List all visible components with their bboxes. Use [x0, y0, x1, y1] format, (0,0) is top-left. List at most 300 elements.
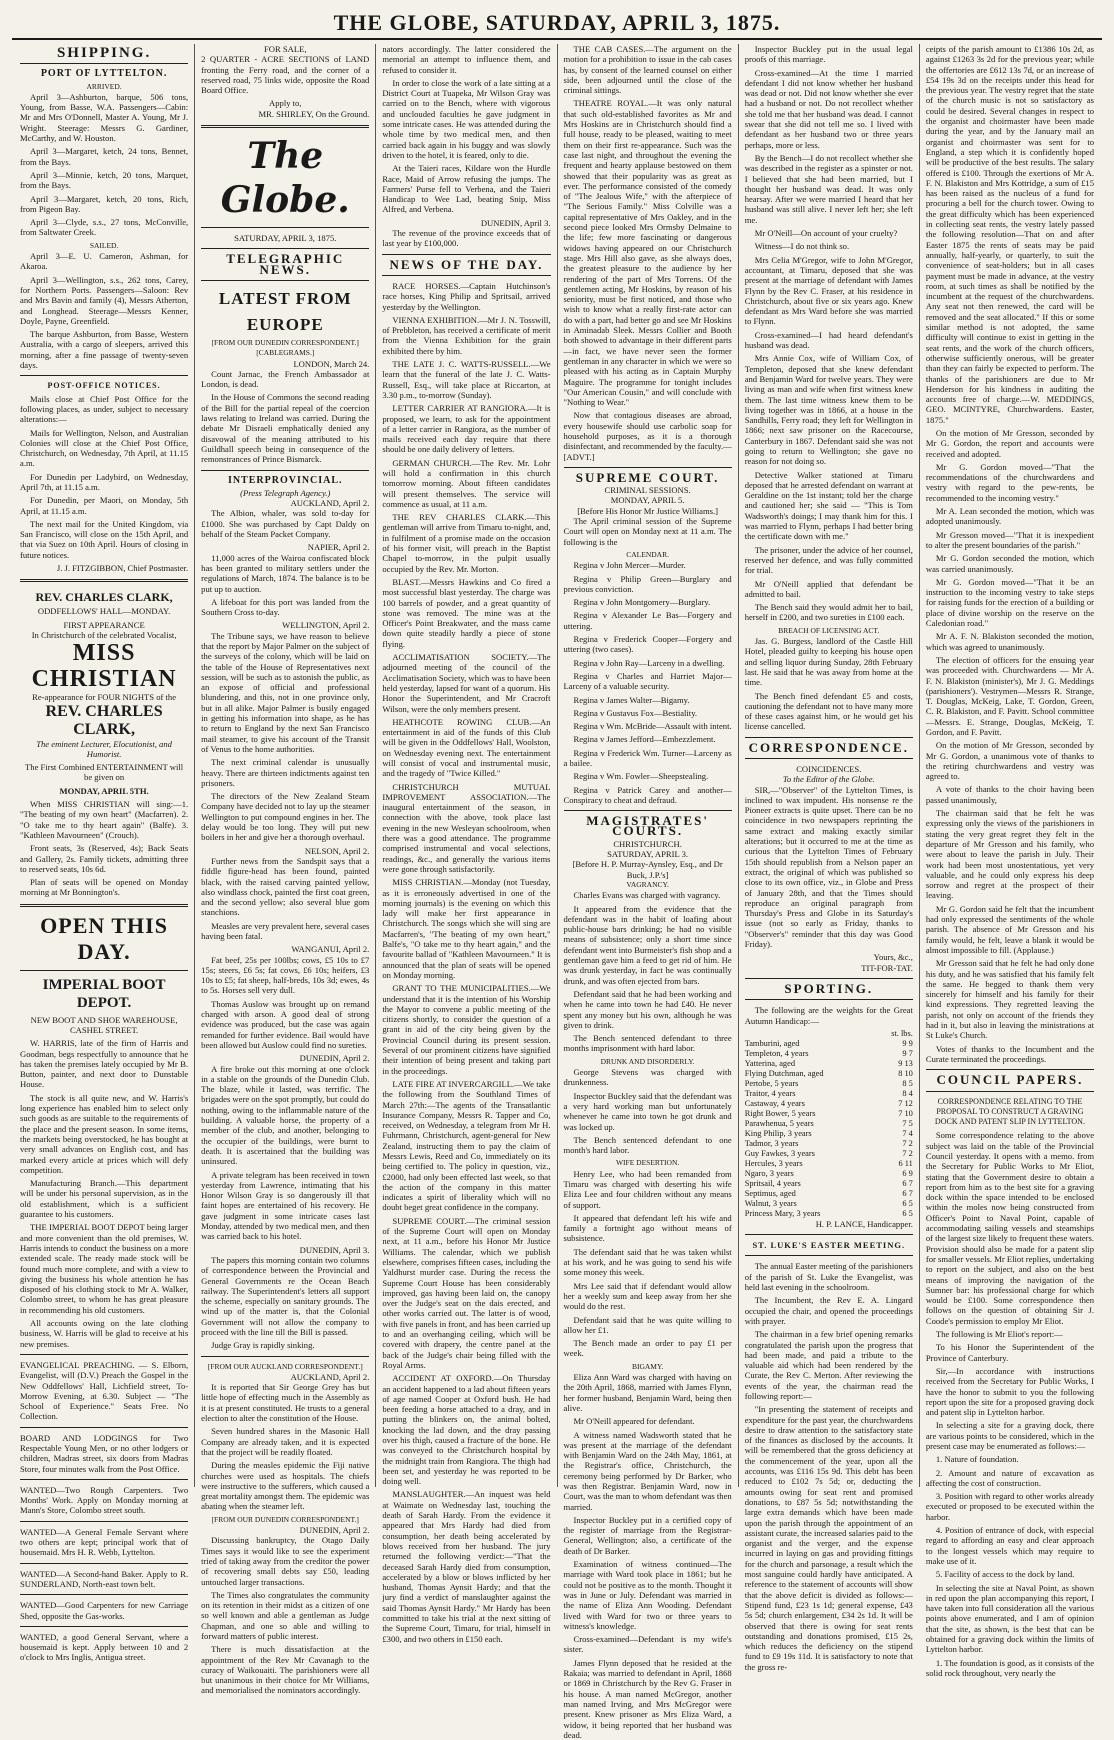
news-item: THE CAB CASES.—The argument on the motion for a prohibition to issue in the cab cases has, by consent of the learned counsel on either side, been adjourned until the close of the criminal sittings. — [563, 44, 732, 96]
column-header: st. lbs. — [891, 1028, 913, 1038]
news-paragraph: Discussing bankruptcy, the Otago Daily Times says it would like to see the experiment tried of taking away from the creditor the power of recovering small debts say £50, leading untouched larger transactions. — [201, 1535, 370, 1587]
news-paragraph: The papers this morning contain two columns of correspondence between the Provincial and General Governments re the Ocean Beach railway. The Superintendent's letters all support the scheme, especially on sanitary grounds. The wind up of the matter is, that the Colonial Government will not allow the company to proceed with the line till the Bill is passed. — [201, 1254, 370, 1337]
horse-name: Hercules, 3 years — [744, 1158, 803, 1168]
court-paragraph: It appeared from the evidence that the defendant was in the habit of loafing about public-house bars drinking; he had no visible means of subsistence; only a short time since defendant went into Burmeister's fish shop and a gentleman gave him a feed to get rid of him. He was drunk yesterday, in fact he was continually drunk, and was often ejected from bars. — [563, 903, 732, 986]
news-paragraph: The revenue of the province exceeds that of last year by £100,000. — [382, 228, 551, 249]
arrival-item: April 3—Ashburton, barque, 506 tons, Young, from Basse, W.A. Passengers—Cabin: Mr and Mrs O'Donnell, Master A. Young, Mr J. Wright. Steerage: Messrs G. Gardiner, McCarthy, and W. Houston. — [20, 91, 189, 144]
horse-weight: 8 10 — [898, 1068, 913, 1078]
table-row — [745, 1119, 913, 1129]
for-sale-label: FOR SALE, — [264, 44, 307, 54]
horse-weight: 6 7 — [902, 1188, 913, 1198]
news-paragraph: A private telegram has been received in town yesterday from Lawrence, intimating that his Honor Wilson Gray is so dangerously ill that faint hopes are entertained of his recovery. He gave judgment in some intricate cases last Monday, attended by two medical men, and then was carried back to his hotel. — [201, 1169, 370, 1242]
dateline: DUNEDIN, April 3. — [299, 1244, 370, 1255]
meeting-paragraph: On the motion of Mr Gresson, seconded by Mr G. Gordon, the report and accounts were received and adopted. — [925, 427, 1095, 459]
case-heading: DRUNK AND DISORDERLY. — [600, 1056, 695, 1066]
news-paragraph: Further news from the Sandspit says that a fiddle figure-head has been found, painted black, with the raised carving painted yellow, also windlass chock, painted the first coat green, and the second yellow; also several blue gom stanchions. — [201, 855, 370, 918]
divider — [20, 904, 188, 907]
arrival-item: April 3—Clyde, s.s., 27 tons, McConville, from Saltwater Creek. — [20, 217, 189, 238]
news-item: ACCIDENT AT OXFORD.—On Thursday an accident happened to a lad about fifteen years of age named Cooper at Oxford bush. He had been feeding a horse attached to a dray, and in putting the blinkers on, the animal bolted, knocking the lad down, and the dray passing over his thigh, caused a fracture of the bone. He was conveyed to the Christchurch hospital by the midnight train from Rangiora. The thigh had been set, and yesterday he was reported to be doing well. — [382, 1373, 551, 1487]
court-paragraph: George Stevens was charged with drunkenness. — [563, 1067, 732, 1088]
horse-weight: 7 5 — [902, 1118, 913, 1128]
meeting-paragraph: The Incumbent, the Rev E. A. Lingard occupied the chair, and opened the proceedings with prayer. — [744, 1295, 913, 1326]
calendar-label: CALENDAR. — [626, 549, 669, 559]
council-subheading: CORRESPONDENCE RELATING TO THE PROPOSAL TO CONSTRUCT A GRAVING DOCK AND PATENT SLIP IN LYTTELTON. — [934, 1096, 1085, 1127]
wanted-ad: WANTED—Good Carpenters for new Carriage Shed, opposite the Gas-works. — [20, 1600, 189, 1621]
postmaster-signature: J. J. FITZGIBBON, Chief Postmaster. — [56, 563, 189, 574]
news-paragraph: In order to close the work of a late sitting at a District Court at Tuapeka, Mr Wilson Gray was carried on to the Bench, where with vigorous and unclouded faculties he gave judgment in some intricate cases. He was attended during the whole time by two medical men, and then carried back again in his buggy and was slowly driven to the hotel, it is feared, only to die. — [382, 77, 551, 160]
column-4 — [557, 44, 738, 1740]
in-christchurch: In Christchurch of the celebrated Vocalist, — [31, 629, 177, 640]
court-before: [Before H. P. Murray-Aynsley, Esq., and Dr Buck, J.P.'s] — [572, 859, 723, 880]
table-row — [745, 1199, 913, 1209]
meeting-paragraph: The annual Easter meeting of the parishioners of the parish of St. Luke the Evangelist, was held last evening in the schoolroom. — [744, 1261, 913, 1293]
court-paragraph: Mrs Celia M'Gregor, wife to John M'Gregor, accountant, at Timaru, deposed that she was present at the marriage of defendant with James Flynn by the Rev C. Fraser, at his residence in Christchurch, about five or six years ago. Knew defendant as Mrs Ward before she was married to Flynn. — [744, 254, 913, 327]
meeting-paragraph: A vote of thanks to the choir having been passed unanimously, — [925, 784, 1095, 805]
wanted-ad: WANTED—A Second-hand Baker. Apply to R. SUNDERLAND, North-east town belt. — [20, 1568, 189, 1589]
council-paragraph: In selecting the site at Naval Point, as shown in red upon the plan accompanying this report, I have taken into full consideration all the various points above enumerated, and I am of opinion that the site, as shown, is the best that can be obtained for a graving dock within the limits of Lyttelton harbor. — [925, 1582, 1095, 1655]
to-editor: To the Editor of the Globe. — [782, 774, 875, 785]
rev-clark-title: REV. CHARLES CLARK, — [45, 702, 163, 738]
table-row — [745, 1109, 913, 1119]
court-paragraph: Cross-examined—Defendant is my wife's sister. — [563, 1634, 732, 1655]
dateline: NELSON, April 2. — [304, 845, 370, 856]
correspondent-line: [FROM OUR DUNEDIN CORRESPONDENT.] — [211, 337, 359, 347]
dateline: WANGANUI, April 2. — [291, 944, 370, 955]
case-item: Regina v John Mercer—Murder. — [573, 560, 686, 571]
boot-paragraph: The stock is all quite new, and W. Harris's long experience has enabled him to select only such goods as are suitable to the requirements of the place and the present season. In some items, the markets being overstocked, he has bought at very small advances on English cost, and has marked every article at prices which will defy competition. — [20, 1092, 189, 1175]
rev-clark-line: REV. CHARLES CLARK, — [35, 590, 173, 605]
meeting-paragraph: Mr G. Gordon moved—"That the recommendations of the churchwardens and vestry with regard to the pew-rents, be recommended to the incoming vestry." — [925, 461, 1095, 503]
news-paragraph: The Albion, whaler, was sold to-day for £1000. She was purchased by Capt Daldy on behalf of the Steam Packet Company. — [201, 508, 370, 540]
news-paragraph: Judge Gray is rapidly sinking. — [211, 1340, 315, 1351]
masthead — [12, 8, 1102, 40]
divider — [745, 1255, 913, 1256]
open-this-day: OPEN THIS DAY. — [40, 912, 168, 964]
table-row — [745, 1139, 913, 1149]
court-paragraph: The prisoner, under the advice of her counsel, reserved her defence, and was fully committed for trial. — [744, 544, 913, 576]
wanted-ad: WANTED—A General Female Servant where two others are kept; principal work that of housemaid. Mrs H. R. Webb, Lyttelton. — [20, 1526, 189, 1558]
first-combined: The First Combined ENTERTAINMENT will be given on — [25, 762, 184, 783]
news-item: BLAST.—Messrs Hawkins and Co fired a most successful blast yesterday. The charge was 100 barrels of powder, and a great quantity of stone was removed. The mine was at the Officer's Point Breakwater, and the mass came down quite steadily hardly a piece of stone flying. — [382, 576, 551, 649]
news-paragraph: The next criminal calendar is unusually heavy. There are thirteen indictments against ten prisoners. — [201, 757, 370, 788]
table-row — [745, 1089, 913, 1099]
court-paragraph: The Bench sentenced defendant to one month's hard labor. — [563, 1134, 732, 1156]
news-item: RACE HORSES.—Captain Hutchinson's race horses, King Philip and Spritsail, arrived yesterday by the Wellington. — [382, 280, 551, 312]
council-paragraph: Sir,—In accordance with instructions received from the Secretary for Public Works, I have the honor to submit to you the following report upon the site for a proposed graving dock and patent slip in Lyttelton harbor. — [925, 1365, 1095, 1418]
court-paragraph: Inspector Buckley put in the usual legal proofs of this marriage. — [744, 44, 913, 65]
divider — [20, 1354, 188, 1355]
location-label: CHRISTCHURCH. — [613, 838, 682, 849]
table-row — [745, 1039, 913, 1049]
prices: Front seats, 3s (Reserved, 4s); Back Seats and Gallery, 2s. Family tickets, admitting three to reserved seats, 10s 6d. — [20, 843, 189, 874]
case-item: Regina v James Jefford—Embezzlement. — [573, 734, 716, 745]
court-paragraph: Cross-examined—At the time I married defendant I did not know whether her husband was dead or not. Did not know whether she ever had a husband or not. Do not recollect whether she told me that her husband was dead. I cannot swear that she did not tell me so. I lived with defendant as her husband two or three years perhaps, more or less. — [744, 67, 913, 150]
court-paragraph: Detective Walker stationed at Timaru deposed that he arrested defendant on warrant at Geraldine on the 1st instant; told her the charge and cautioned her; she said — "This is Tom Wadsworth's doings; I may thank him for this. I was married to Flynn, perhaps I had better bring the certificate down with me." — [744, 469, 913, 542]
table-row — [745, 1209, 913, 1219]
divider — [745, 737, 913, 738]
arrival-item: April 3—Minnie, ketch, 20 tons, Marquet, from the Bays. — [20, 169, 189, 191]
divider — [20, 1594, 188, 1595]
correspondent-line: [FROM OUR AUCKLAND CORRESPONDENT.] — [207, 1361, 363, 1371]
monday-date: MONDAY, APRIL 5TH. — [59, 785, 149, 796]
news-paragraph: 11,000 acres of the Wairoa confiscated block has been granted to military settlers under the regulations of March, 1874. The balance is to be put up to auction. — [201, 552, 370, 594]
boot-paragraph: W. HARRIS, late of the firm of Harris and Goodman, begs respectfully to announce that he has taken the premises lately occupied by Mr B. Button, painter, and next door to Dunstable House. — [20, 1038, 189, 1090]
court-date: MONDAY, APRIL 5. — [610, 495, 685, 506]
horse-name: Spritsail, 4 years — [744, 1178, 801, 1188]
news-item: THEATRE ROYAL.—It was only natural that such old-established favorites as Mr and Mrs Hoskins are in Christchurch should find a full house, ready to be pleased, waiting to meet them on their first re-appearance. Such was the case last night, and throughout the evening the frequent and hearty applause bestowed on them showed that their popularity was as great as ever. The performance consisted of the comedy of "The Jealous Wife," with the afterpiece of "The Serious Family." Miss Colville was a capital representative of Mrs Oakley, and in the second piece looked Mrs Ormsby Delmaine to the life; few more fascinating or dangerous widows having appeared on our Christchurch stage. Mrs Hill also gave, as she always does, the greatest pleasure to the audience by her rendering of the part of Mrs Torrens. Of the gentlemen acting, Mr Hoskins, by reason of his seniority, must be first noticed, and those who wish to know what a really first-rate actor can do with a part, had better go and see Mr Hoskins in Aminadab Sleek. Messrs Collier and Booth both showed to advantage in their different parts—in fact, we have never seen the former gentleman in any character in which we were so pleased with his acting as in Captain Murphy Maguire. The programme for tonight includes "Our American Cousin," and will conclude with "Nothing to Wear." — [563, 98, 732, 408]
case-heading: WIFE DESERTION. — [615, 1158, 680, 1168]
news-item: MISS CHRISTIAN.—Monday (not Tuesday, as it is erroneously advertised in one of the morning journals) is the evening on which this lady will make her first appearance in Christchurch. The songs which she will sing are Macfarren's, "The beating of my own heart," Balfe's, "O take me to thy heart again," and the favourite ballad of "Kathleen Mavourneen." It is announced that the plan of seats will be opened on Monday morning. — [382, 877, 551, 980]
evangelical-ad: EVANGELICAL PREACHING. — S. Elborn, Evangelist, will (D.V.) Preach the Gospel in the New Oddfellows' Hall, Lichfield street, To-Morrow Evening, at 6.30. Subject — "The School of Experience." Seats Free. No Collection. — [20, 1359, 189, 1422]
divider — [564, 467, 732, 468]
court-paragraph: James Flynn deposed that he resided at the Rakaia; was married to defendant in April, 1868 or 1869 in Christchurch by the Rev G. Fraser in his house. A man named McGregor, another man named Irving, and Mrs McGregor were present. Knew prisoner as Mrs Eliza Ward, a widow, it being reported that her husband was dead. — [563, 1657, 732, 1740]
for-sale-text: 2 QUARTER - ACRE SECTIONS of LAND fronting the Ferry road, and the corner of a reserved road, 75 links wide, opposite the Road Board Office. — [201, 54, 370, 96]
arrival-item: April 3—Margaret, ketch, 20 tons, Rich, from Pigeon Bay. — [20, 193, 189, 214]
meeting-paragraph: Mr A. Lean seconded the motion, which was adopted unanimously. — [925, 506, 1095, 527]
eminent-line: The eminent Lecturer, Elocutionist, and Humorist. — [36, 738, 172, 759]
table-row — [745, 1189, 913, 1199]
meeting-paragraph: Mr Gresson said that he felt he had only done his duty, and he was satisfied that his family felt the same. He begged to thank them very sincerely for himself and his family for their kind expressions. They regretted leaving the parish, not only on account of the friends they had in it, but also in leaving the ministrations at St Luke's Church. — [925, 958, 1095, 1041]
divider — [926, 1069, 1094, 1070]
dateline: DUNEDIN, April 3. — [480, 217, 551, 228]
news-paragraph: nators accordingly. The latter considered the memorial an attempt to influence them, and refused to consider it. — [382, 44, 551, 75]
arrival-item: April 3—Margaret, ketch, 24 tons, Bennet, from the Bays. — [20, 146, 189, 167]
table-row — [745, 1069, 913, 1079]
case-item: Regina v Frederick Cooper—Forgery and uttering (two cases). — [563, 634, 732, 655]
miss-christian-title: MISS CHRISTIAN — [31, 640, 177, 693]
table-row — [745, 1179, 913, 1189]
horse-name: Princess Mary, 3 years — [744, 1208, 821, 1218]
horse-weight: 6 5 — [902, 1198, 913, 1208]
meeting-paragraph: Mr G. Gordon moved—"That it be an instruction to the incoming vestry to take steps for raising funds for the erection of a building or place of divine worship on the reserve on the Caledonian road." — [925, 576, 1095, 629]
court-paragraph: Defendant said that he was quite willing to allow her £1. — [563, 1314, 732, 1335]
divider — [382, 254, 550, 255]
meeting-paragraph: The election of officers for the ensuing year was proceeded with. Churchwardens — Mr A. F. N. Blakiston (minister's), Mr J. G. Meddings (parishioners'). Vestrymen—Messrs R. Strange, T. Douglas, McKeig, Lake, T. Gordon, Green, C. R. Blakiston, and F. Pavitt. School committee—Messrs. E. Strange, Douglas, McKeig, T. Gordon, and F. Pavitt. — [925, 654, 1095, 737]
divider — [201, 125, 369, 128]
table-row — [745, 1129, 913, 1139]
news-item: VIENNA EXHIBITION.—Mr J. N. Tosswill, of Prebbleton, has received a certificate of merit from the Vienna Exhibition for the grain exhibited there by him. — [382, 314, 551, 356]
news-item: LETTER CARRIER AT RANGIORA.—It is proposed, we learn, to ask for the appointment of a letter carrier in Rangiora, as the number of mails received each day require that there should be one daily delivery of letters. — [382, 403, 551, 455]
divider — [201, 470, 369, 471]
court-paragraph: Henry Lee, who had been remanded from Timaru was charged with deserting his wife Eliza Lee and four children without any means of support. — [563, 1168, 732, 1210]
news-item: MANSLAUGHTER.—An inquest was held at Waimate on Wednesday last, touching the death of Sarah Hardy. From the evidence it appeared that Mrs Hardy had died from consumption, her death being accelerated by blows received from her husband. The jury returned the following verdict:—"That the deceased Sarah Hardy died from consumption, accelerated by a blow or blows inflicted by her husband, Thomas Aynsit Hardy; and that the jury find a verdict of manslaughter against the said Thomas Aynsit Hardy." Mr Hardy has been committed to take his trial at the next sitting of the Supreme Court, Timaru, for trial, himself in £300, and two others in £150 each. — [382, 1489, 551, 1644]
council-paragraph: 1. Nature of foundation. — [935, 1454, 1019, 1465]
news-paragraph: There is much dissatisfaction at the appointment of the Rev Mr Cavanagh to the curacy of Waikouaiti. The parishioners were all but unanimous in their choice for Mr Williams, and memorialised the nominators accordingly. — [201, 1644, 370, 1696]
meeting-paragraph: Votes of thanks to the Incumbent and the Curate terminated the proceedings. — [925, 1043, 1095, 1064]
horse-weight: 8 5 — [902, 1078, 913, 1088]
post-item: Mails close at Chief Post Office for the following places, as under, subject to necessary alterations:— — [20, 393, 189, 425]
sporting-heading: SPORTING. — [784, 980, 874, 996]
horse-name: Flying Dutchman, aged — [744, 1068, 824, 1078]
council-paragraph: 2. Amount and nature of excavation as affecting the cost of construction. — [925, 1467, 1095, 1488]
letter-body: SIR,—"Observer" of the Lyttelton Times, is inclined to wax impudent. His nonsense re the Pioneer extracts is quite upset. There can be no coincidence in two newspapers reprinting the same extract and making exactly similar alterations; but it occurred to me at the time as curious that the Lyttelton Times of February 15th should republish from a Nelson paper an extract, the original of which was published so close to its own office, viz., in Globe and Press of January 28th, and that the Times should reproduce an original paragraph from Thursday's Press and Globe in its Saturday's issue (not so early as Friday, thanks to "Observer's" reminder that this day was Good Friday). — [744, 784, 913, 950]
dateline: DUNEDIN, April 2. — [299, 1053, 370, 1064]
news-paragraph: A fire broke out this morning at one o'clock in a stable on the grounds of the Dunedin Club. The blaze, while it lasted, was terrific. The brigades were on the spot promptly, but could do nothing, owing to the inflammable nature of the building. A valuable horse, the property of a member of the club, and another, belonging to the occupier of the buildings, were burnt to death. It is ascertained that the building was uninsured. — [201, 1063, 370, 1167]
court-paragraph: Examination of witness continued—The marriage with Ward took place in 1861; but he could not be positive as to the month. Thought it was in June or July. Defendant was married in the name of Eliza Ann Wooding. Defendant lived with Ward for two or three years to witness's knowledge. — [563, 1559, 732, 1631]
case-item: Regina v Alexander Le Bas—Forgery and uttering. — [563, 610, 732, 631]
court-paragraph: Mr O'Neill appeared for defendant. — [573, 1416, 695, 1427]
court-paragraph: Mr O'Neill—On account of your cruelty? — [754, 228, 898, 239]
criminal-sessions: CRIMINAL SESSIONS. — [604, 485, 691, 496]
case-item: Regina v Frederick Wm. Turner—Larceny as a bailee. — [563, 747, 732, 768]
news-paragraph: The directors of the New Zealand Steam Company have decided not to lay up the steamer Wellington to put compound engines in her. The delay would be too long. They will put new boilers in her and give her a thorough overhaul. — [201, 791, 370, 843]
table-row — [745, 1149, 913, 1159]
horse-name: Walnut, 3 years — [744, 1198, 797, 1208]
correspondent-line: [FROM OUR DUNEDIN CORRESPONDENT.] — [211, 1514, 359, 1524]
meeting-paragraph: Mr G. Gordon seconded the motion, which was carried unanimously. — [925, 553, 1095, 574]
table-row — [745, 1059, 913, 1069]
horse-weight: 7 2 — [902, 1138, 913, 1148]
court-paragraph: Mrs Lee said that if defendant would allow her a weekly sum and keep away from her she would do the rest. — [563, 1280, 732, 1312]
council-paragraph: 3. Position with regard to other works already executed or proposed to be executed within the harbor. — [925, 1491, 1095, 1522]
news-item: HEATHCOTE ROWING CLUB.—An entertainment in aid of the funds of this Club will be given in the Oddfellows' Hall, Woolston, on Wednesday evening next. The entertainment will consist of vocal and instrumental music, and the tragedy of "Twice Killed." — [382, 716, 551, 779]
news-item: THE LATE J. C. WATTS-RUSSELL.—We learn that the funeral of the late J. C. Watts-Russell, Esq., will take place at Riccarton, at 3.30 p.m., to-morrow (Sunday). — [382, 359, 551, 400]
case-item: Regina v John Montgomery—Burglary. — [573, 597, 711, 608]
port-heading: PORT OF LYTTELTON. — [40, 68, 168, 80]
council-paragraph: In selecting a site for a graving dock, there are various points to be considered, which in the present case may be enumerated as follows:— — [925, 1420, 1095, 1451]
horse-name: Tamburini, aged — [744, 1038, 800, 1048]
divider — [20, 375, 188, 376]
horse-weight: 6 11 — [898, 1158, 913, 1168]
dateline: AUCKLAND, April 2. — [290, 1371, 370, 1382]
shipping-heading: SHIPPING. — [56, 45, 152, 61]
apply-to: Apply to, — [269, 98, 302, 109]
horse-name: Ngaro, 3 years — [744, 1168, 794, 1178]
letter-closing: Yours, &c., — [873, 952, 913, 963]
board-ad: BOARD AND LODGINGS for Two Respectable Young Men, or no other lodgers or children, Madras street, six doors from Madras Store, four minutes walk from the Post Office. — [20, 1432, 189, 1474]
table-header-row — [745, 1029, 913, 1039]
news-item: GRANT TO THE MUNICIPALITIES.—We understand that it is the intention of his Worship the Mayor to convene a public meeting of the citizens shortly, to consider the question of a grant in aid of the city being given by the Provincial Council during its present session. Several of our prominent citizens have signified their intention of being present and taking part in the proceedings. — [382, 983, 551, 1076]
latest-europe: LATEST FROM EUROPE — [218, 288, 352, 334]
sailing-item: April 3—Wellington, s.s., 262 tons, Carey, for Northern Ports. Passengers—Saloon: Rev and Mrs Bavin and family (4), Messrs Atherton, and Longhead. Steerage—Messrs Kenner, Doyle, Payne, Greenfield. — [20, 274, 189, 326]
columns — [14, 44, 1100, 1740]
news-item: CHRISTCHURCH MUTUAL IMPROVEMENT ASSOCIATION.—The inaugural entertainment of the season, in connection with the above, took place last evening in the new Wesleyan schoolroom, when there was a good attendance. The programme comprised instrumental and vocal selections, readings, &c., and generally the various items were gone through satisfactorily. — [382, 781, 551, 874]
imperial-boot-depot: IMPERIAL BOOT DEPOT. — [42, 976, 166, 1011]
horse-name: Traitor, 4 years — [744, 1088, 796, 1098]
horse-weight: 6 5 — [902, 1208, 913, 1218]
news-paragraph: A lifeboat for this port was landed from the Southern Cross to-day. — [201, 596, 370, 618]
column-1 — [14, 44, 194, 1663]
oddfellows-line: ODDFELLOWS' HALL—MONDAY. — [37, 606, 171, 617]
court-paragraph: Eliza Ann Ward was charged with having on the 20th April, 1868, married with James Flynn, her former husband, Benjamin Ward, being then alive. — [563, 1372, 732, 1413]
council-paragraph: 1. The foundation is good, as it consists of the solid rock throughout, very nearly the — [925, 1657, 1095, 1678]
court-paragraph: Mrs Annie Cox, wife of William Cox, of Templeton, deposed that she knew defendant and Benjamin Ward for twelve years. They were living as man and wife when first witness knew them. The last time witness knew them to be living together was in 1866, at a house in the Sandhills, Ferry road; they left for Wellington in 1866; next saw prisoner on the Racecourse, Canterbury in 1867. Defendant said she was not going to return to Wellington; she gave no reason for not doing so. — [744, 353, 913, 467]
post-item: The next mail for the United Kingdom, via San Francisco, will close on the 15th April, and that via Suez on 10th April. Hours of closing in future notices. — [20, 518, 189, 560]
horse-weight: 9 7 — [902, 1048, 913, 1058]
news-paragraph: At the Taieri races, Kildare won the Hurdle Race, Maid of Arrow refusing the jumps. The Farmers' Purse fell to Verbena, and the Taieri Handicap to Wee Lad, beating Snip, Miss Alfred, and Verbena. — [382, 163, 551, 215]
divider — [745, 758, 913, 759]
post-item: For Dunedin per Ladybird, on Wednesday, April 7th, at 11.15 a.m. — [20, 471, 189, 492]
news-item: GERMAN CHURCH.—The Rev. Mr. Lohr will hold a confirmation in this church tomorrow morning. About fifteen candidates will present themselves. The service will commence as usual, at 11 a.m. — [382, 457, 551, 509]
supreme-court-heading: SUPREME COURT. — [575, 469, 720, 485]
horse-name: Templeton, 4 years — [744, 1048, 809, 1058]
horse-name: Tadmor, 3 years — [744, 1138, 799, 1148]
council-paragraph: The following is Mr Eliot's report:— — [935, 1329, 1063, 1340]
divider — [926, 1091, 1094, 1092]
council-paragraph: Some correspondence relating to the above subject was laid on the table of the Provincial Council yesterday. It opens with a memo. from the Secretary for Public Works to Mr Eliot, stating that the Government desire to obtain a report from him as to the best site for a graving dock within the space intended to be enclosed within the moles now being constructed from Officer's Point to Naval Point, capable of accommodating sailing vessels and steamships of the largest size likely to frequent these waters. Provision should also be made for a patent slip for smaller vessels. Mr Eliot replies, undertaking to report on the subject, and also on the best means of improving the navigation of the Sumner bar: his professional charge for which would be £100. Some correspondence then follows on the question of obtaining Sir J. Coode's permission to employ Mr Eliot. — [925, 1130, 1095, 1326]
news-paragraph: During the measles epidemic the Fiji native churches were used as hospitals. The chiefs were instructive to the sufferers, which caused a great mortality amongst them. The epidemic was abating when the steamer left. — [201, 1460, 370, 1512]
news-item: THE REV CHARLES CLARK.—This gentleman will arrive from Timaru to-night, and, in fulfilment of a promise made on the occasion of his former visit, will preach in the Baptist Chapel to-morrow, in the pulpit usually occupied by the Rev. Mr. Morton. — [382, 512, 551, 574]
court-paragraph: Inspector Buckley put in a certified copy of the register of marriage from the Registrar-General, Wellington; also, a certificate of the death of Dr Barker. — [563, 1514, 732, 1556]
post-item: For Dunedin, per Maori, on Monday, 5th April, at 11.15 a.m. — [20, 495, 189, 516]
interprovincial-heading: INTERPROVINCIAL. — [227, 474, 343, 486]
case-item: Regina v Gustavus Fox—Bestiality. — [573, 707, 698, 718]
dateline: LONDON, March 24. — [293, 358, 370, 369]
sporting-intro: The following are the weights for the Great Autumn Handicap:— — [744, 1005, 913, 1026]
divider — [745, 1234, 913, 1235]
court-date: SATURDAY, APRIL 3. — [607, 849, 689, 860]
boot-paragraph: Manufacturing Branch.—This department will be under his personal supervision, as in the old establishment, which is a sufficient guarantee to his customers. — [20, 1178, 189, 1220]
news-item: Now that contagious diseases are abroad, every housewife should use carbolic soap for household purposes, as it is a thorough disinfectant, and recommended by the faculty.—[ADVT.] — [563, 410, 732, 462]
meeting-paragraph: Mr A. F. N. Blakiston seconded the motion, which was agreed to unanimously. — [925, 631, 1095, 652]
masthead-title: THE GLOBE, SATURDAY, APRIL 3, 1875. — [333, 10, 781, 35]
court-paragraph: Charles Evans was charged with vagrancy. — [573, 890, 721, 901]
case-item: Regina v James Walter—Bigamy. — [573, 694, 690, 705]
council-paragraph: 5. Facility of access to the dock by land. — [935, 1569, 1075, 1580]
barque-note: The barque Ashburton, from Basse, Western Australia, with a cargo of sleepers, arrived this morning, after a fine passage of twenty-seven days. — [20, 329, 189, 371]
dateline: DUNEDIN, April 2. — [299, 1525, 370, 1536]
court-before: [Before His Honor Mr Justice Williams.] — [577, 505, 718, 516]
news-item: ACCLIMATISATION SOCIETY.—The adjourned meeting of the council of the Acclimatisation Society, which was to have been held yesterday, lapsed for want of a quorum. His Honor the Superintendent, and Mr Cracroft Wilson, were the only members present. — [382, 652, 551, 714]
news-paragraph: Seven hundred shares in the Masonic Hall Company are already taken, and it is expected that the project will be readily floated. — [201, 1426, 370, 1457]
court-paragraph: Defendant said that he had been working and when he came into town he had £40. He never spent any money but his own, although he was given to drink. — [563, 988, 732, 1030]
table-row — [745, 1169, 913, 1179]
news-paragraph: Measles are very prevalent here, several cases having been fatal. — [201, 920, 370, 941]
meeting-paragraph: The chairman in a few brief opening remarks congratulated the parish upon the progress that had been made, and paid a tribute to the valuable aid which had been rendered by the Curate, the Rev C. Merton. After reviewing the events of the year, the chairman read the following report:— — [744, 1329, 913, 1401]
shirley-contact: MR. SHIRLEY, On the Ground. — [258, 108, 370, 119]
warehouse-line: NEW BOOT AND SHOE WAREHOUSE, CASHEL STREET. — [30, 1014, 178, 1035]
boot-paragraph: All accounts owing on the late clothing business, W. Harris will be glad to receive at his new premises. — [20, 1318, 189, 1349]
court-paragraph: By the Bench—I do not recollect whether she was described in the register as a spinster or not. I believed that she had been married, but I thought her husband was dead. It was only hearsay. After we were married I heard that her husband was still alive. I never left her; she left me. — [744, 152, 913, 225]
dateline: NAPIER, April 2. — [307, 542, 370, 553]
horse-name: King Philip, 3 years — [744, 1128, 812, 1138]
court-paragraph: The Bench fined defendant £5 and costs, cautioning the defendant not to have many more of these cases against him, or he would get his license cancelled. — [744, 690, 913, 732]
divider — [201, 280, 369, 281]
wanted-ad: WANTED—Two Rough Carpenters. Two Months' Work. Apply on Monday morning at Mann's Store, Colombo street south. — [20, 1484, 189, 1516]
horse-name: Guy Fawkes, 3 years — [744, 1148, 815, 1158]
case-item: Regina v Wm. McBride—Assault with intent. — [573, 721, 732, 732]
divider — [20, 970, 188, 971]
court-paragraph: The Bench said they would admit her to bail, herself in £200, and two sureties in £100 each. — [744, 602, 913, 623]
case-heading: BREACH OF LICENSING ACT. — [778, 625, 880, 635]
cablegrams-line: [CABLEGRAMS.] — [256, 348, 315, 358]
meeting-paragraph: On the motion of Mr Gresson, seconded by Mr G. Gordon, a unanimous vote of thanks to the retiring churchwardens and vestry was agreed to. — [925, 740, 1095, 782]
post-item: Mails for Wellington, Nelson, and Australian Colonies will close at the Chief Post Office, Christchurch, on Wednesday, 7th April, at 11.15 a.m. — [20, 427, 189, 469]
press-agency: (Press Telegraph Agency.) — [240, 487, 331, 498]
horse-weight: 9 9 — [902, 1038, 913, 1048]
horse-weight: 7 10 — [898, 1108, 913, 1118]
meeting-paragraph: The chairman said that he felt he was expressing only the views of the parishioners in stating the very great regret they felt in the departure of Mr Gresson and his family, who were about to leave the parish in July. Their work had been most unostentatious, yet very valuable, and he could only express his deep sorrow and regret at the prospect of their leaving. — [925, 808, 1095, 901]
court-paragraph: Mr O'Neill applied that defendant be admitted to bail. — [744, 578, 913, 599]
column-6 — [919, 44, 1100, 1678]
divider — [20, 1479, 188, 1480]
handicap-table — [745, 1029, 913, 1219]
meeting-paragraph: Mr Gresson moved—"That it is inexpedient to alter the present boundaries of the parish." — [925, 529, 1095, 550]
horse-name: Right Bower, 5 years — [744, 1108, 816, 1118]
handicapper-signature: H. P. LANCE, Handicapper. — [815, 1218, 913, 1229]
letter-title: COINCIDENCES. — [796, 764, 862, 774]
news-paragraph: Count Jarnac, the French Ambassador at London, is dead. — [201, 368, 370, 390]
council-papers-heading: COUNCIL PAPERS. — [936, 1072, 1084, 1088]
horse-name: Parawhenua, 5 years — [744, 1118, 814, 1128]
court-paragraph: The Bench sentenced defendant to three months imprisonment with hard labor. — [563, 1033, 732, 1054]
court-paragraph: The April criminal session of the Supreme Court will open on Monday next at 11 a.m. The following is the — [563, 516, 732, 547]
column-2 — [194, 44, 375, 1696]
magistrates-heading: MAGISTRATES' COURTS. — [586, 813, 709, 839]
sailing-item: April 3—E. U. Cameron, Ashman, for Akaroa. — [20, 251, 189, 272]
news-paragraph: Thomas Auslow was brought up on remand charged with arson. A good deal of strong evidence was produced, but the case was again remanded for further evidence. Bail would have been allowed but Auslow could find no sureties. — [201, 998, 370, 1050]
news-item: LATE FIRE AT INVERCARGILL.—We take the following from the Southland Times of March 27th:—The agents of the Transatlantic Insurance Company, Messrs R. Tapper and Co, received, on Wednesday, a telegram from Mr H. Fuhrmann, Christchurch, agent-general for New Zealand, instructing them to pay the claim of Messrs Lewis, Reed and Co, immediately on its being certified to. The policy in question, viz., £2000, had only been effected last week, so that the action of the company in this matter indicates a spirit of liberality which will no doubt beget great confidence in the company. — [382, 1078, 551, 1213]
wanted-ad: WANTED, a good General Servant, where a housemaid is kept. Apply between 10 and 2 o'clock to Mrs Inglis, Antigua street. — [20, 1631, 189, 1663]
court-paragraph: Witness—I do not think so. — [754, 241, 850, 252]
news-of-day-heading: NEWS OF THE DAY. — [389, 256, 544, 272]
case-item: Regina v Patrick Carey and another—Conspiracy to cheat and defraud. — [563, 784, 732, 805]
post-office-heading: POST-OFFICE NOTICES. — [47, 381, 161, 391]
horse-weight: 7 12 — [898, 1098, 913, 1108]
horse-name: Castaway, 4 years — [744, 1098, 805, 1108]
horse-name: Pertobe, 5 years — [744, 1078, 799, 1088]
divider — [201, 1356, 369, 1357]
dateline: WELLINGTON, April 2. — [282, 620, 370, 631]
divider — [20, 1521, 188, 1522]
table-row — [745, 1079, 913, 1089]
table-row — [745, 1099, 913, 1109]
court-paragraph: Cross-examined—I had heard defendant's husband was dead. — [744, 329, 913, 351]
boot-paragraph: THE IMPERIAL BOOT DEPOT being larger and more convenient than the old premises, W. Harris intends to conduct the business on a more extended scale. The ready made stock will be found much more complete, and with a view to giving the business his whole attention he has disposed of his clothing stock to Mr A. Walker, Colombo street, to whom he has great pleasure in recommending his old customers. — [20, 1222, 189, 1315]
divider — [20, 1626, 188, 1627]
divider — [564, 810, 732, 811]
globe-nameplate: The Globe. — [220, 135, 350, 222]
first-appearance: FIRST APPEARANCE — [63, 619, 145, 630]
column-5 — [738, 44, 919, 1672]
sailed-label: SAILED. — [89, 240, 119, 250]
horse-weight: 9 13 — [898, 1058, 913, 1068]
plan-note: Plan of seats will be opened on Monday morning at Mr Bonnington's. — [20, 877, 189, 898]
divider — [20, 1563, 188, 1564]
letter-signature: TIT-FOR-TAT. — [861, 962, 913, 973]
case-item: Regina v Wm. Fowler—Sheepstealing. — [573, 771, 709, 782]
divider — [382, 275, 550, 276]
table-row — [745, 1049, 913, 1059]
horse-name: Septimus, aged — [744, 1188, 796, 1198]
council-paragraph: To his Honor the Superintendent of the Province of Canterbury. — [925, 1342, 1095, 1363]
court-paragraph: The defendant said that he was taken whilst at his work, and he was going to send his wife some money this week. — [563, 1246, 732, 1278]
dateline: AUCKLAND, April 2. — [290, 498, 370, 509]
easter-meeting-heading: ST. LUKE'S EASTER MEETING. — [752, 1240, 906, 1251]
arrived-label: ARRIVED. — [86, 81, 122, 91]
table-row — [745, 1159, 913, 1169]
news-paragraph: The Times also congratulates the community on its retention in their midst as a citizen of one so well known and able a gentleman as Judge Chapman, and one so able and willing to forward matters of public interest. — [201, 1589, 370, 1641]
divider — [745, 999, 913, 1000]
council-paragraph: 4. Position of entrance of dock, with especial regard to affording an easy and clear approach to the longest vessels which may require to make use of it. — [925, 1525, 1095, 1566]
case-heading: VAGRANCY. — [626, 879, 669, 889]
case-item: Regina v Philip Green—Burglary and previous conviction. — [563, 573, 732, 594]
news-paragraph: The Tribune says, we have reason to believe that the report by Major Palmer on the subject of the surveys of the colony, which will be laid on the table of the House of Representatives next session, will be such as to astonish the public, as an expose of official and professional blundering, and this, not in one province only, but in all alike. Major Palmer is busily engaged in getting his information into shape, as he has to return to England by the next San Francisco mail steamer, to give his account of the Transit of Venus to the home authorities. — [201, 630, 370, 754]
horse-weight: 7 2 — [902, 1148, 913, 1158]
horse-weight: 6 9 — [902, 1168, 913, 1178]
court-paragraph: Inspector Buckley said that the defendant was a very hard working man but unfortunately whenever he came into town he got drunk and was locked up. — [563, 1090, 732, 1132]
horse-weight: 8 4 — [902, 1088, 913, 1098]
issue-date: SATURDAY, APRIL 3, 1875. — [234, 233, 337, 244]
case-heading: BIGAMY. — [631, 1361, 664, 1371]
correspondence-heading: CORRESPONDENCE. — [748, 739, 909, 755]
horse-name: Yatterina, aged — [744, 1058, 796, 1068]
court-paragraph: Jas. G. Burgess, landlord of the Castle Hill Hotel, pleaded guilty to keeping his house open and selling liquor during Sunday, 28th February last. He said that he was away from home at the time. — [744, 636, 913, 688]
divider — [20, 1427, 188, 1428]
case-item: Regina v Charles and Harriet Major—Larceny of a valuable security. — [563, 670, 732, 692]
horse-weight: 6 7 — [902, 1178, 913, 1188]
case-item: Regina v John Ray—Larceny in a dwelling. — [573, 657, 725, 668]
